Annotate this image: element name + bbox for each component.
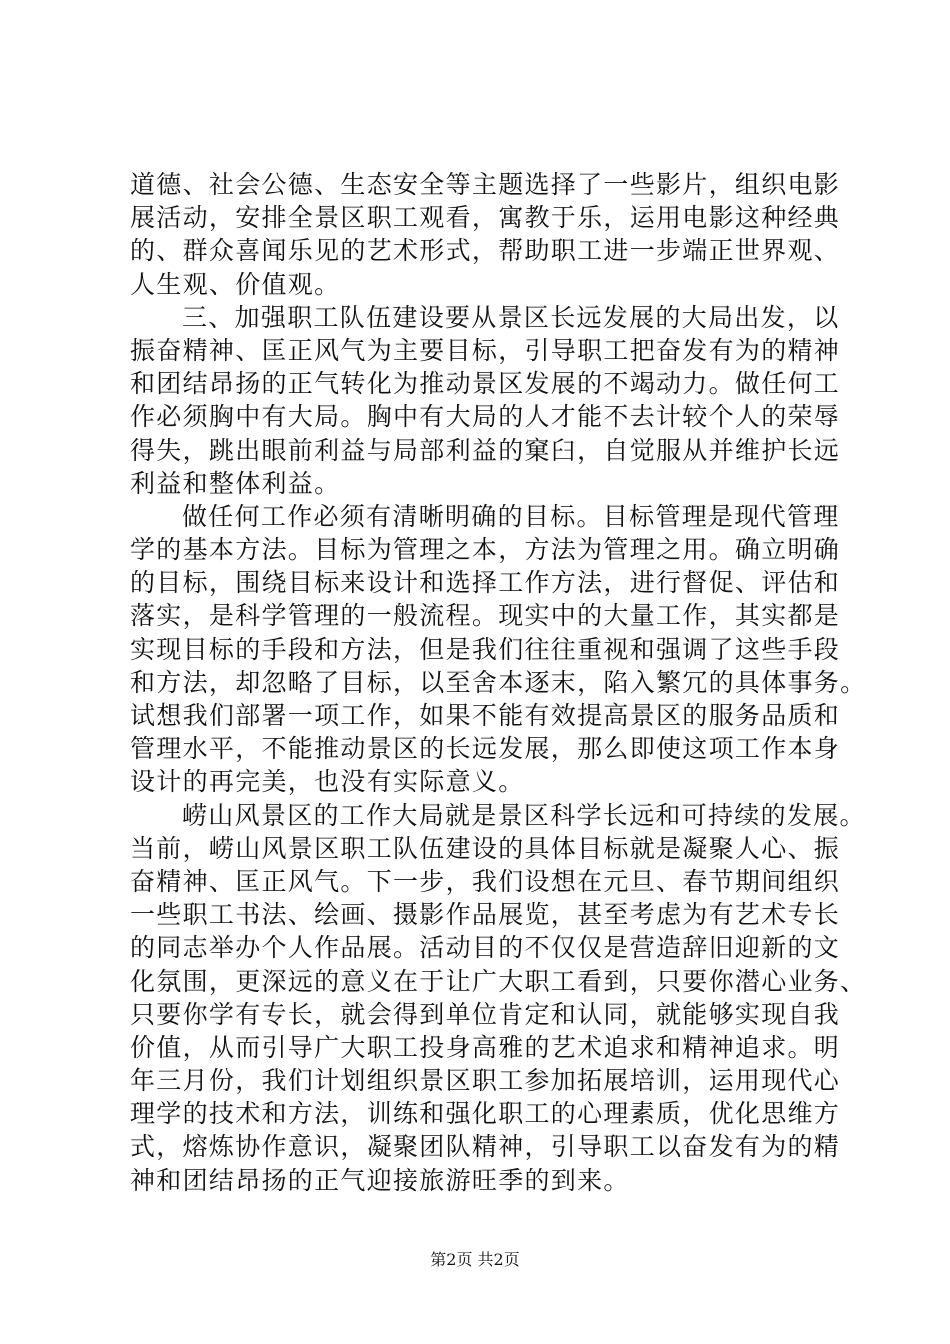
page-footer: 第2页 共2页 bbox=[430, 1250, 520, 1269]
text-line: 和团结昂扬的正气转化为推动景区发展的不竭动力。做任何工 bbox=[130, 369, 841, 399]
text-line: 设计的再完美，也没有实际意义。 bbox=[130, 767, 525, 797]
text-line: 做任何工作必须有清晰明确的目标。目标管理是现代管理 bbox=[182, 501, 840, 531]
text-line: 三、加强职工队伍建设要从景区长远发展的大局出发，以 bbox=[182, 302, 840, 332]
text-line: 奋精神、匡正风气。下一步，我们设想在元旦、春节期间组织 bbox=[130, 866, 841, 896]
text-line: 崂山风景区的工作大局就是景区科学长远和可持续的发展。 bbox=[182, 800, 866, 830]
text-line: 振奋精神、匡正风气为主要目标，引导职工把奋发有为的精神 bbox=[130, 335, 841, 365]
text-line: 道德、社会公德、生态安全等主题选择了一些影片，组织电影 bbox=[130, 170, 841, 199]
text-line: 和方法，却忽略了目标，以至舍本逐末，陷入繁冗的具体事务。 bbox=[130, 667, 867, 697]
document-body bbox=[130, 168, 867, 1197]
text-line: 作必须胸中有大局。胸中有大局的人才能不去计较个人的荣辱 bbox=[130, 402, 841, 432]
text-line: 一些职工书法、绘画、摄影作品展览，甚至考虑为有艺术专长 bbox=[130, 900, 841, 930]
text-line: 得失，跳出眼前利益与局部利益的窠臼，自觉服从并维护长远 bbox=[130, 435, 841, 465]
text-line: 化氛围，更深远的意义在于让广大职工看到，只要你潜心业务、 bbox=[130, 966, 867, 996]
text-line: 理学的技术和方法，训练和强化职工的心理素质，优化思维方 bbox=[130, 1099, 841, 1129]
text-line: 神和团结昂扬的正气迎接旅游旺季的到来。 bbox=[130, 1165, 630, 1195]
text-line: 利益和整体利益。 bbox=[130, 468, 341, 498]
text-line: 式，熔炼协作意识，凝聚团队精神，引导职工以奋发有为的精 bbox=[130, 1132, 841, 1162]
text-line: 年三月份，我们计划组织景区职工参加拓展培训，运用现代心 bbox=[130, 1066, 841, 1096]
text-line: 学的基本方法。目标为管理之本，方法为管理之用。确立明确 bbox=[130, 535, 841, 565]
text-line: 人生观、价值观。 bbox=[130, 269, 341, 299]
text-line: 的、群众喜闻乐见的艺术形式，帮助职工进一步端正世界观、 bbox=[130, 236, 841, 266]
text-line: 试想我们部署一项工作，如果不能有效提高景区的服务品质和 bbox=[130, 701, 841, 730]
text-line: 落实，是科学管理的一般流程。现实中的大量工作，其实都是 bbox=[130, 601, 841, 631]
text-line: 展活动，安排全景区职工观看，寓教于乐，运用电影这种经典 bbox=[130, 203, 841, 233]
text-line: 只要你学有专长，就会得到单位肯定和认同，就能够实现自我 bbox=[130, 999, 841, 1029]
text-line: 实现目标的手段和方法，但是我们往往重视和强调了这些手段 bbox=[130, 634, 841, 664]
text-line: 价值，从而引导广大职工投身高雅的艺术追求和精神追求。明 bbox=[130, 1032, 841, 1062]
text-line: 当前，崂山风景区职工队伍建设的具体目标就是凝聚人心、振 bbox=[130, 833, 841, 863]
text-line: 的目标，围绕目标来设计和选择工作方法，进行督促、评估和 bbox=[130, 568, 841, 598]
text-line: 管理水平，不能推动景区的长远发展，那么即使这项工作本身 bbox=[130, 734, 841, 764]
text-line: 的同志举办个人作品展。活动目的不仅仅是营造辞旧迎新的文 bbox=[130, 933, 841, 963]
